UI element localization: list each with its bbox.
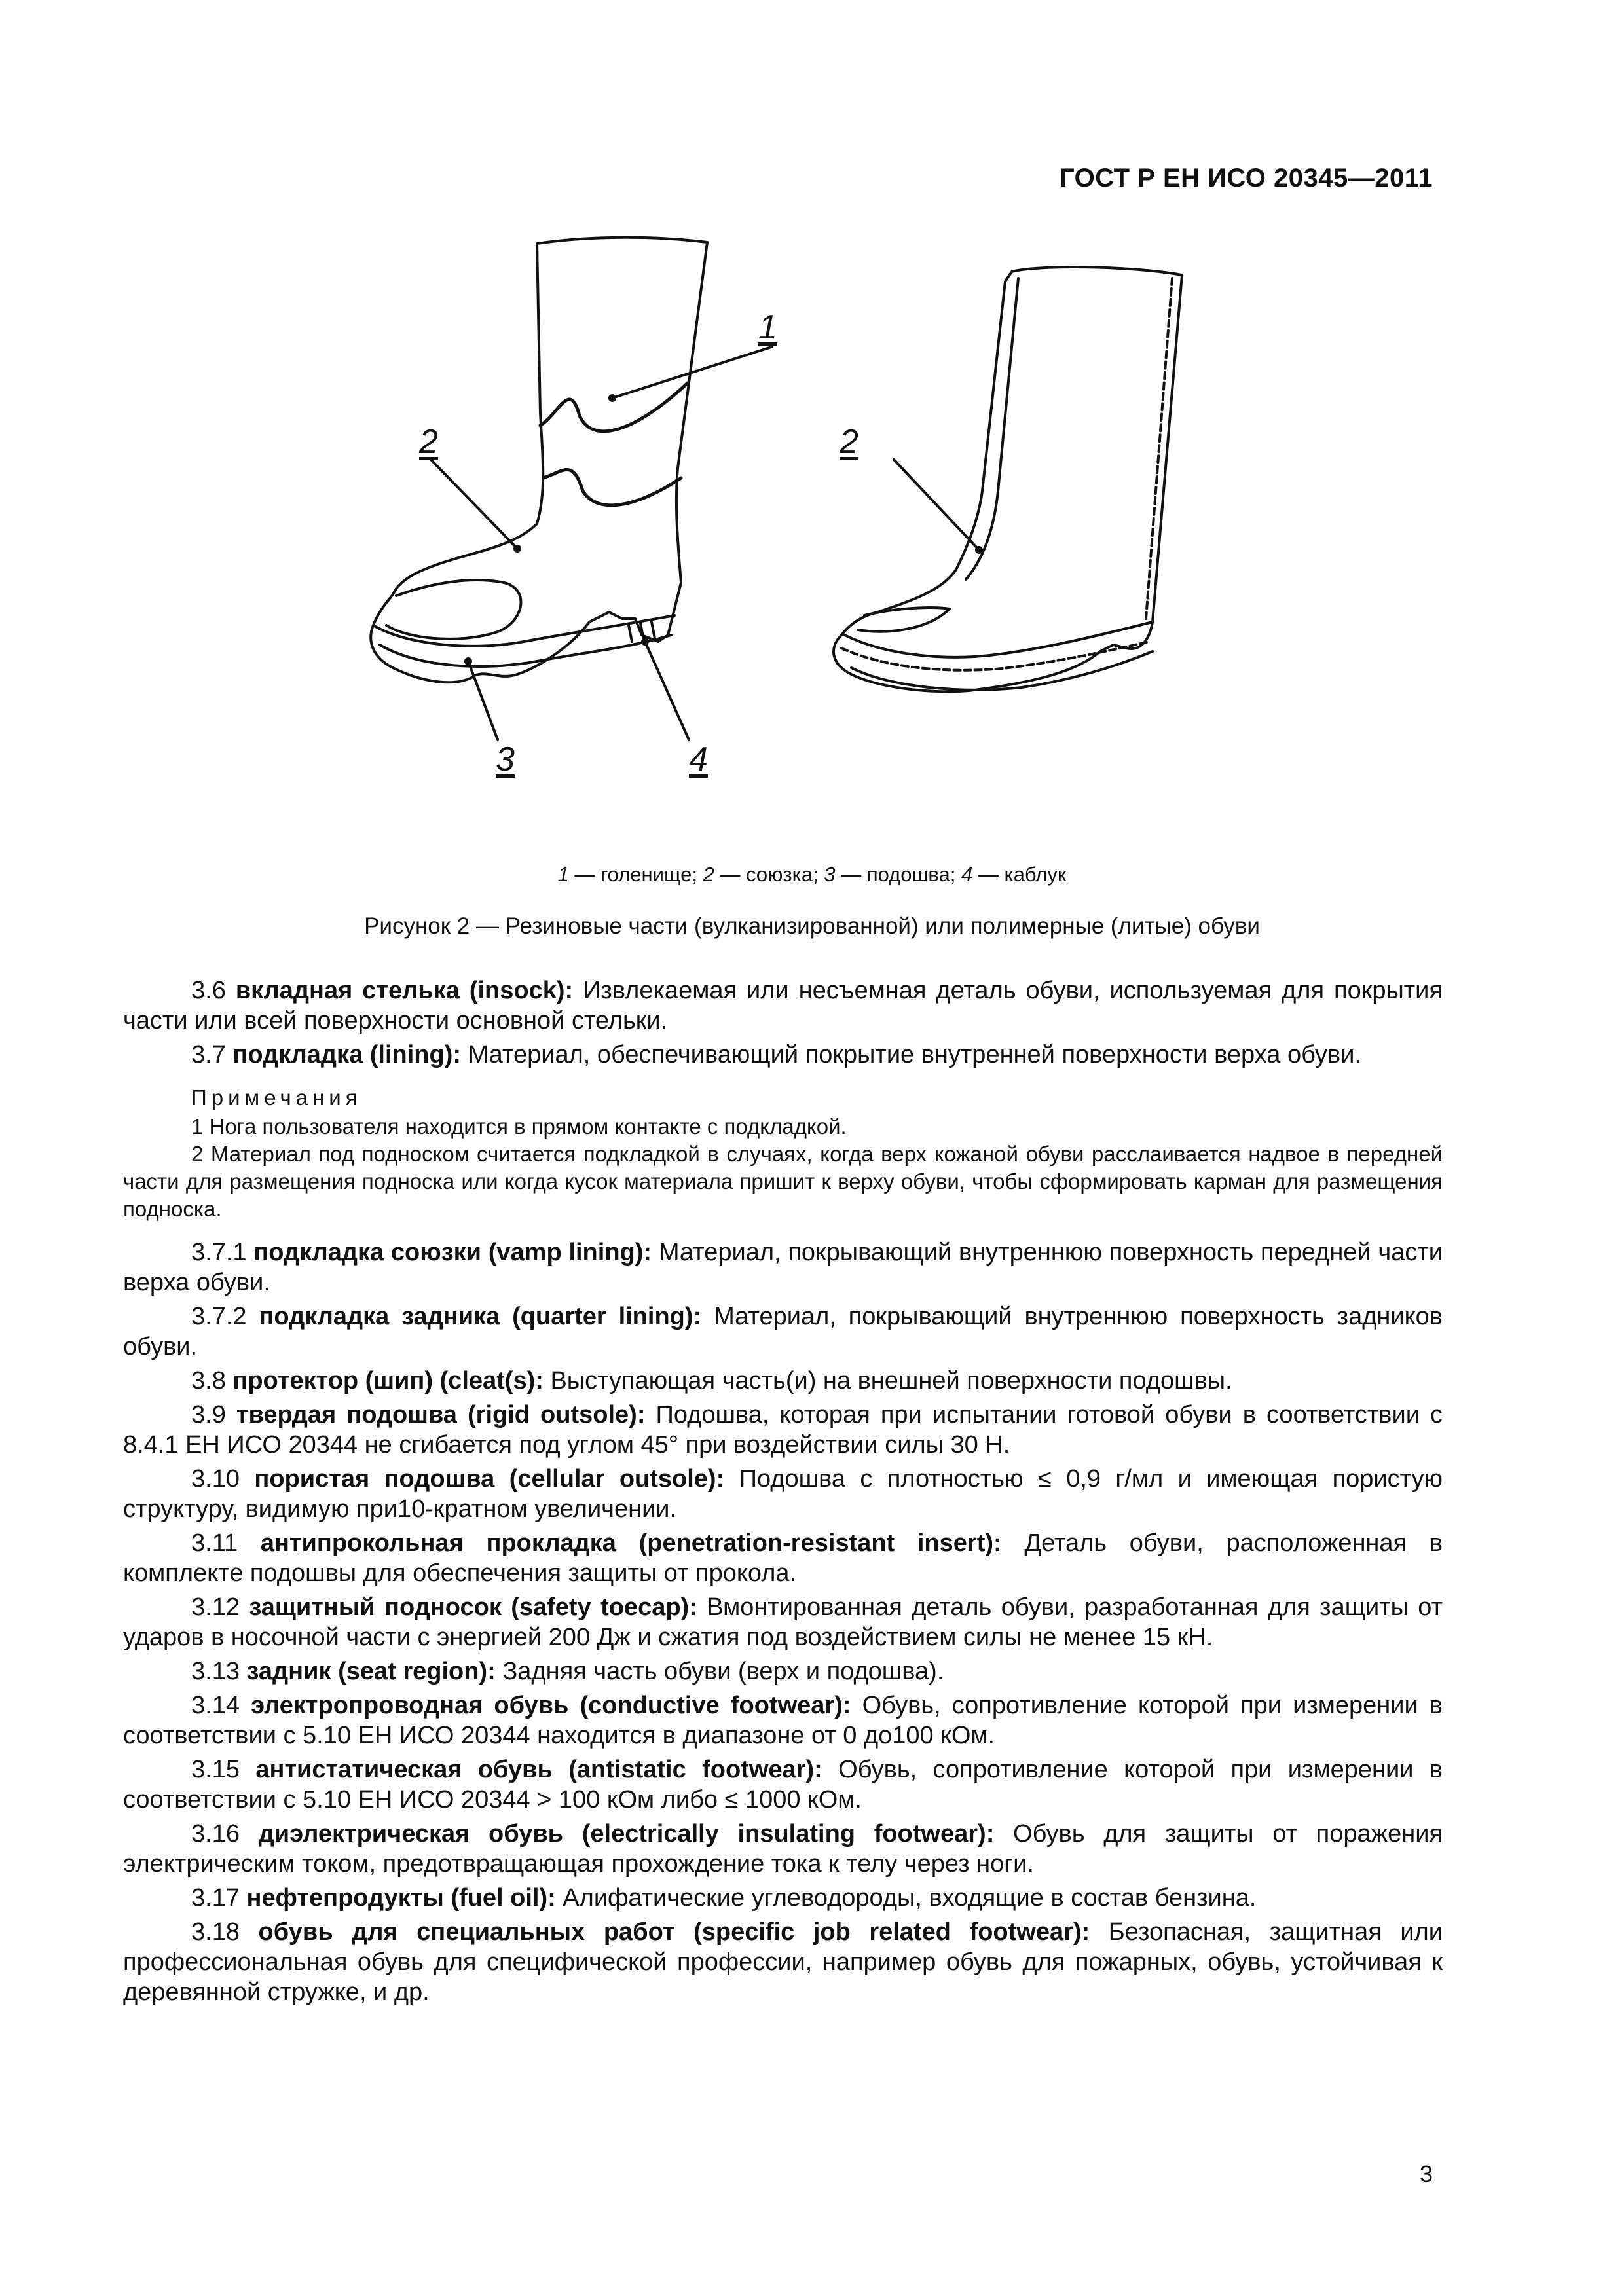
section-3-17: [123, 1883, 1443, 1913]
figure-caption: Рисунок 2 — Резиновые части (вулканизированной) или полимерные (литые) обуви: [364, 913, 1260, 939]
section-3-14: [123, 1690, 1443, 1751]
legend-text-1: — голенище;: [568, 863, 703, 886]
section-3-11: [123, 1528, 1443, 1588]
section-text: Алифатические углеводороды, входящие в состав бензина.: [555, 1884, 1257, 1912]
section-term: защитный подносок (safety toecap):: [249, 1594, 697, 1621]
section-3-7-1: [123, 1237, 1443, 1298]
section-text: Материал, покрывающий внутреннюю поверхность передней части верха обуви.: [123, 1239, 1443, 1296]
section-num: 3.7: [191, 1041, 226, 1068]
section-3-8: [123, 1366, 1443, 1396]
section-3-13: [123, 1656, 1443, 1686]
callout-2-left: 2: [419, 423, 438, 461]
section-3-10: [123, 1464, 1443, 1524]
section-3-6: [123, 975, 1443, 1036]
section-term: твердая подошва (rigid outsole):: [236, 1401, 646, 1429]
section-num: 3.7.2: [191, 1303, 247, 1330]
section-num: 3.15: [191, 1756, 240, 1783]
callout-3: 3: [496, 740, 515, 778]
section-3-15: [123, 1755, 1443, 1815]
section-term: электропроводная обувь (conductive footwear):: [251, 1692, 851, 1719]
section-text: Задняя часть обуви (верх и подошва).: [495, 1658, 944, 1685]
document-body: [123, 975, 1443, 2011]
note-1: 1 Нога пользователя находится в прямом контакте с подкладкой.: [191, 1114, 847, 1139]
section-num: 3.6: [191, 977, 226, 1004]
section-num: 3.11: [191, 1529, 238, 1557]
section-text: Материал, покрывающий внутреннюю поверхность задников обуви.: [123, 1303, 1443, 1360]
figure-legend: [0, 863, 1624, 886]
section-text: Извлекаемая или несъемная деталь обуви, используемая для покрытия части или всей поверхности основной стельки.: [123, 977, 1443, 1034]
section-num: 3.8: [191, 1367, 226, 1394]
right-boot-drawing: [834, 267, 1182, 691]
section-3-7-2: [123, 1302, 1443, 1362]
section-num: 3.12: [191, 1594, 240, 1621]
left-boot-drawing: [371, 238, 771, 740]
notes-block: [123, 1084, 1443, 1223]
section-3-9: [123, 1400, 1443, 1460]
section-term: антистатическая обувь (antistatic footwear):: [255, 1756, 822, 1783]
section-term: задник (seat region):: [246, 1658, 496, 1685]
section-text: Деталь обуви, расположенная в комплекте подошвы для обеспечения защиты от прокола.: [123, 1529, 1443, 1587]
section-term: антипрокольная прокладка (penetration-resistant insert):: [260, 1529, 1002, 1557]
section-term: пористая подошва (cellular outsole):: [254, 1465, 725, 1493]
section-num: 3.14: [191, 1692, 240, 1719]
section-num: 3.10: [191, 1465, 240, 1493]
notes-title: Примечания: [191, 1085, 362, 1110]
section-text: Материал, обеспечивающий покрытие внутренней поверхности верха обуви.: [461, 1041, 1361, 1068]
legend-text-2: — союзка;: [714, 863, 824, 886]
legend-num-4: 4: [961, 863, 973, 886]
section-text: Обувь, сопротивление которой при измерении в соответствии с 5.10 ЕН ИСО 20344 находится в диапазоне от 0 до100 кОм.: [123, 1692, 1443, 1749]
section-term: диэлектрическая обувь (electrically insulating footwear):: [258, 1820, 995, 1848]
callout-2-right: 2: [840, 423, 858, 461]
section-term: нефтепродукты (fuel oil):: [246, 1884, 556, 1912]
section-num: 3.13: [191, 1658, 240, 1685]
note-2: 2 Материал под подноском считается подкладкой в случаях, когда верх кожаной обуви расслаивается надвое в передней части для размещения подноска или когда кусок материала пришит к верху обуви, чтобы сформировать карман для размещения подноска.: [123, 1142, 1443, 1221]
legend-text-3: — подошва;: [835, 863, 961, 886]
page-number: 3: [1419, 2160, 1433, 2187]
callout-1: 1: [758, 308, 777, 346]
section-text: Вмонтированная деталь обуви, разработанная для защиты от ударов в носочной части с энергией 200 Дж и сжатия под воздействием силы не менее 15 кН.: [123, 1594, 1443, 1651]
section-num: 3.18: [191, 1918, 240, 1946]
section-num: 3.7.1: [191, 1239, 247, 1266]
document-header: ГОСТ Р ЕН ИСО 20345—2011: [1059, 164, 1433, 192]
section-text: Безопасная, защитная или профессиональная обувь для специфической профессии, например обувь для пожарных, обувь, устойчивая к деревянной стружке, и др.: [123, 1918, 1443, 2006]
section-3-18: [123, 1917, 1443, 2007]
section-term: вкладная стелька (insock):: [235, 977, 574, 1004]
figure-rubber-boots: [0, 216, 1624, 903]
section-term: протектор (шип) (cleat(s):: [232, 1367, 544, 1394]
section-term: подкладка задника (quarter lining):: [259, 1303, 702, 1330]
legend-num-3: 3: [824, 863, 836, 886]
section-num: 3.17: [191, 1884, 240, 1912]
section-text: Обувь, сопротивление которой при измерении в соответствии с 5.10 ЕН ИСО 20344 > 100 кОм либо ≤ 1000 кОм.: [123, 1756, 1443, 1813]
boots-drawing: [0, 216, 1624, 903]
section-3-16: [123, 1819, 1443, 1879]
legend-num-2: 2: [703, 863, 714, 886]
section-term: подкладка (lining):: [232, 1041, 462, 1068]
section-num: 3.9: [191, 1401, 226, 1429]
section-3-7: [123, 1040, 1443, 1070]
section-num: 3.16: [191, 1820, 240, 1848]
legend-text-4: — каблук: [972, 863, 1067, 886]
section-text: Обувь для защиты от поражения электрическим током, предотвращающая прохождение тока к телу через ноги.: [123, 1820, 1443, 1878]
callout-4: 4: [689, 740, 708, 778]
section-text: Выступающая часть(и) на внешней поверхности подошвы.: [543, 1367, 1232, 1394]
section-term: обувь для специальных работ (specific job related footwear):: [258, 1918, 1090, 1946]
section-text: Подошва с плотностью ≤ 0,9 г/мл и имеющая пористую структуру, видимую при10-кратном увеличении.: [123, 1465, 1443, 1523]
section-3-12: [123, 1592, 1443, 1652]
section-text: Подошва, которая при испытании готовой обуви в соответствии с 8.4.1 ЕН ИСО 20344 не сгибается под углом 45° при воздействии силы 30 Н.: [123, 1401, 1443, 1459]
legend-num-1: 1: [557, 863, 569, 886]
section-term: подкладка союзки (vamp lining):: [253, 1239, 652, 1266]
